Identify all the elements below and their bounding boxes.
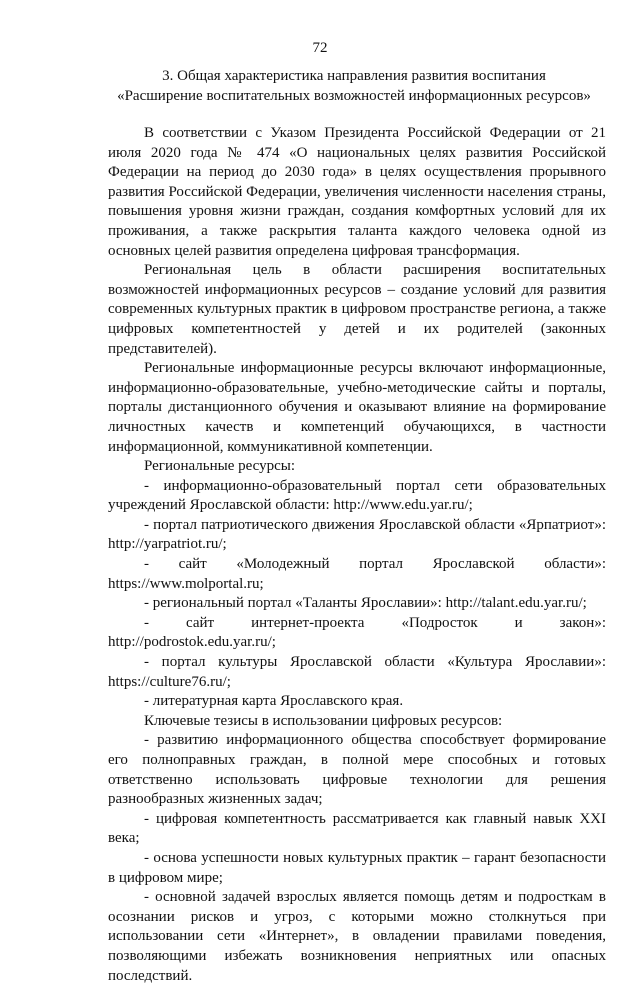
page-number: 72 [312,40,328,56]
document-body [108,124,606,986]
paragraph: Региональная цель в области расширения воспитательных возможностей информационных ресурсов – создание условий для развития современных культурных практик в цифровом пространстве региона, а также цифровых компетентностей у детей и их родителей (законных представителей). [108,262,606,357]
section-heading-line-2: «Расширение воспитательных возможностей информационных ресурсов» [117,88,591,104]
section-heading-line-1: 3. Общая характеристика направления развития воспитания [162,68,546,84]
list-item: - цифровая компетентность рассматривается как главный навык XXI века; [108,810,606,847]
list-item: - литературная карта Ярославского края. [144,693,404,710]
list-item: - портал патриотического движения Ярославской области «Ярпатриот»: http://yarpatriot.ru/; [108,516,606,553]
list-item: - основной задачей взрослых является помощь детям и подросткам в осознании рисков и угроз, с которыми можно столкнуться при использовании сети «Интернет», в овладении правилами поведения, позволяющими избежать возникновения неприятных или опасных последствий. [108,889,606,984]
paragraph: Региональные информационные ресурсы включают информационные, информационно-образовательные, учебно-методические сайты и порталы, порталы дистанционного обучения и оказывают влияние на формирование личностных качеств и компетенций обучающихся, в частности информационной, коммуникативной компетенции. [108,360,606,455]
paragraph: В соответствии с Указом Президента Российской Федерации от 21 июля 2020 года № 474 «О национальных целях развития Российской Федерации на период до 2030 года» в целях осуществления прорывного развития Российской Федерации, увеличения численности населения страны, повышения уровня жизни граждан, создания комфортных условий для их проживания, а также раскрытия таланта каждого человека одной из основных целей развития определена цифровая трансформация. [108,125,606,259]
paragraph: Ключевые тезисы в использовании цифровых ресурсов: [144,712,503,729]
list-item: - основа успешности новых культурных практик – гарант безопасности в цифровом мире; [108,849,606,886]
list-item: - региональный портал «Таланты Ярославии»: http://talant.edu.yar.ru/; [144,595,587,612]
section-heading [108,66,600,106]
list-item: - сайт «Молодежный портал Ярославской области»: https://www.molportal.ru; [108,556,606,592]
list-item: - сайт интернет-проекта «Подросток и закон»: http://podrostok.edu.yar.ru/; [108,614,606,651]
list-item: - портал культуры Ярославской области «Культура Ярославии»: https://culture76.ru/; [108,654,606,690]
list-item: - развитию информационного общества способствует формирование его полноправных граждан, в полной мере способных и готовых ответственно использовать цифровые технологии для решения разнообразных жизненных задач; [108,732,606,808]
paragraph: Региональные ресурсы: [144,458,296,475]
list-item: - информационно-образовательный портал сети образовательных учреждений Ярославской области: http://www.edu.yar.ru/; [108,477,606,514]
